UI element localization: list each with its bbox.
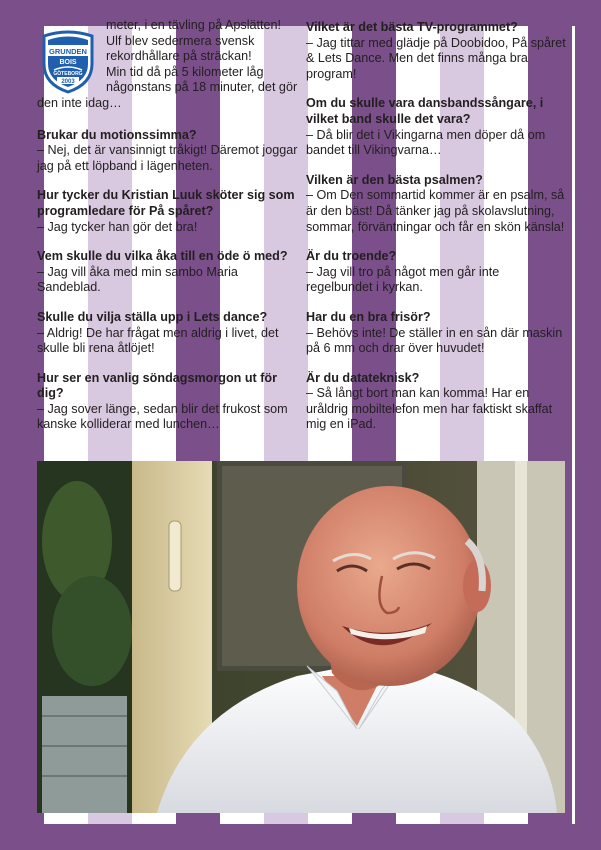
logo-bottom-text: GÖTEBORG <box>53 71 83 77</box>
question: Brukar du motionssimma? <box>37 127 197 142</box>
answer: – Jag sover länge, sedan blir det frukost som kanske kolliderar med lunchen… <box>37 401 288 432</box>
intro-line: någonstans på 18 minuter, det gör <box>106 80 298 95</box>
answer: – Då blir det i Vikingarna men döper då om bandet till Vikingvarna… <box>306 127 546 158</box>
question: Vilken är den bästa psalmen? <box>306 172 483 187</box>
answer: – Jag tittar med glädje på Doobidoo, På spåret & Lets Dance. Men det finns många bra program! <box>306 35 566 81</box>
question: Skulle du vilja ställa upp i Lets dance? <box>37 309 268 324</box>
answer: – Behövs inte! De ställer in en sån där maskin på 6 mm och drar över huvudet! <box>306 325 563 356</box>
left-column <box>37 18 299 433</box>
question: Har du en bra frisör? <box>306 309 431 324</box>
question: Är du datateknisk? <box>306 370 420 385</box>
right-column <box>306 20 568 433</box>
intro-line: Ulf blev sedermera svensk <box>106 33 255 48</box>
smiling-man-photo-icon <box>37 461 565 813</box>
answer: – Jag vill åka med min sambo Maria Sandeblad. <box>37 264 238 295</box>
logo-mid-text: BOIS <box>59 59 77 66</box>
answer: – Om Den sommartid kommer är en psalm, så är den bäst! Då tänker jag på skolavslutning, sommar, förväntningar och får en skön känsla! <box>306 188 565 234</box>
question: Vilket är det bästa TV-programmet? <box>306 20 518 34</box>
logo-year: 2003 <box>61 79 75 85</box>
question: Hur ser en vanlig söndagsmorgon ut för dig? <box>37 370 278 401</box>
logo-top-text: GRUNDEN <box>49 47 87 56</box>
answer: – Jag vill tro på något men går inte regelbundet i kyrkan. <box>306 264 500 295</box>
answer: – Nej, det är vansinnigt tråkigt! Däremot joggar jag på ett löpband i lägenheten. <box>37 143 298 173</box>
intro-line: meter, i en tävling på Apslätten! <box>106 18 282 32</box>
intro-text <box>37 18 299 96</box>
question: Vem skulle du vilka åka till en öde ö med? <box>37 249 288 264</box>
question: Är du troende? <box>306 249 397 264</box>
portrait-photo <box>37 461 565 813</box>
intro-tail: den inte idag… <box>37 95 122 110</box>
intro-line: Min tid då på 5 kilometer låg <box>106 64 264 79</box>
question: Hur tycker du Kristian Luuk sköter sig som programledare för På spåret? <box>37 188 295 218</box>
answer: – Så långt bort man kan komma! Har en uråldrig mobiltelefon men har faktiskt skaffat mig en iPad. <box>306 386 553 432</box>
intro-line: rekordhållare på sträckan! <box>106 49 252 64</box>
answer: – Aldrig! De har frågat men aldrig i livet, det skulle bli rena åtlöjet! <box>37 325 279 356</box>
question: Om du skulle vara dansbandssångare, i vilket band skulle det vara? <box>306 96 544 126</box>
answer: – Jag tycker han gör det bra! <box>37 219 198 234</box>
